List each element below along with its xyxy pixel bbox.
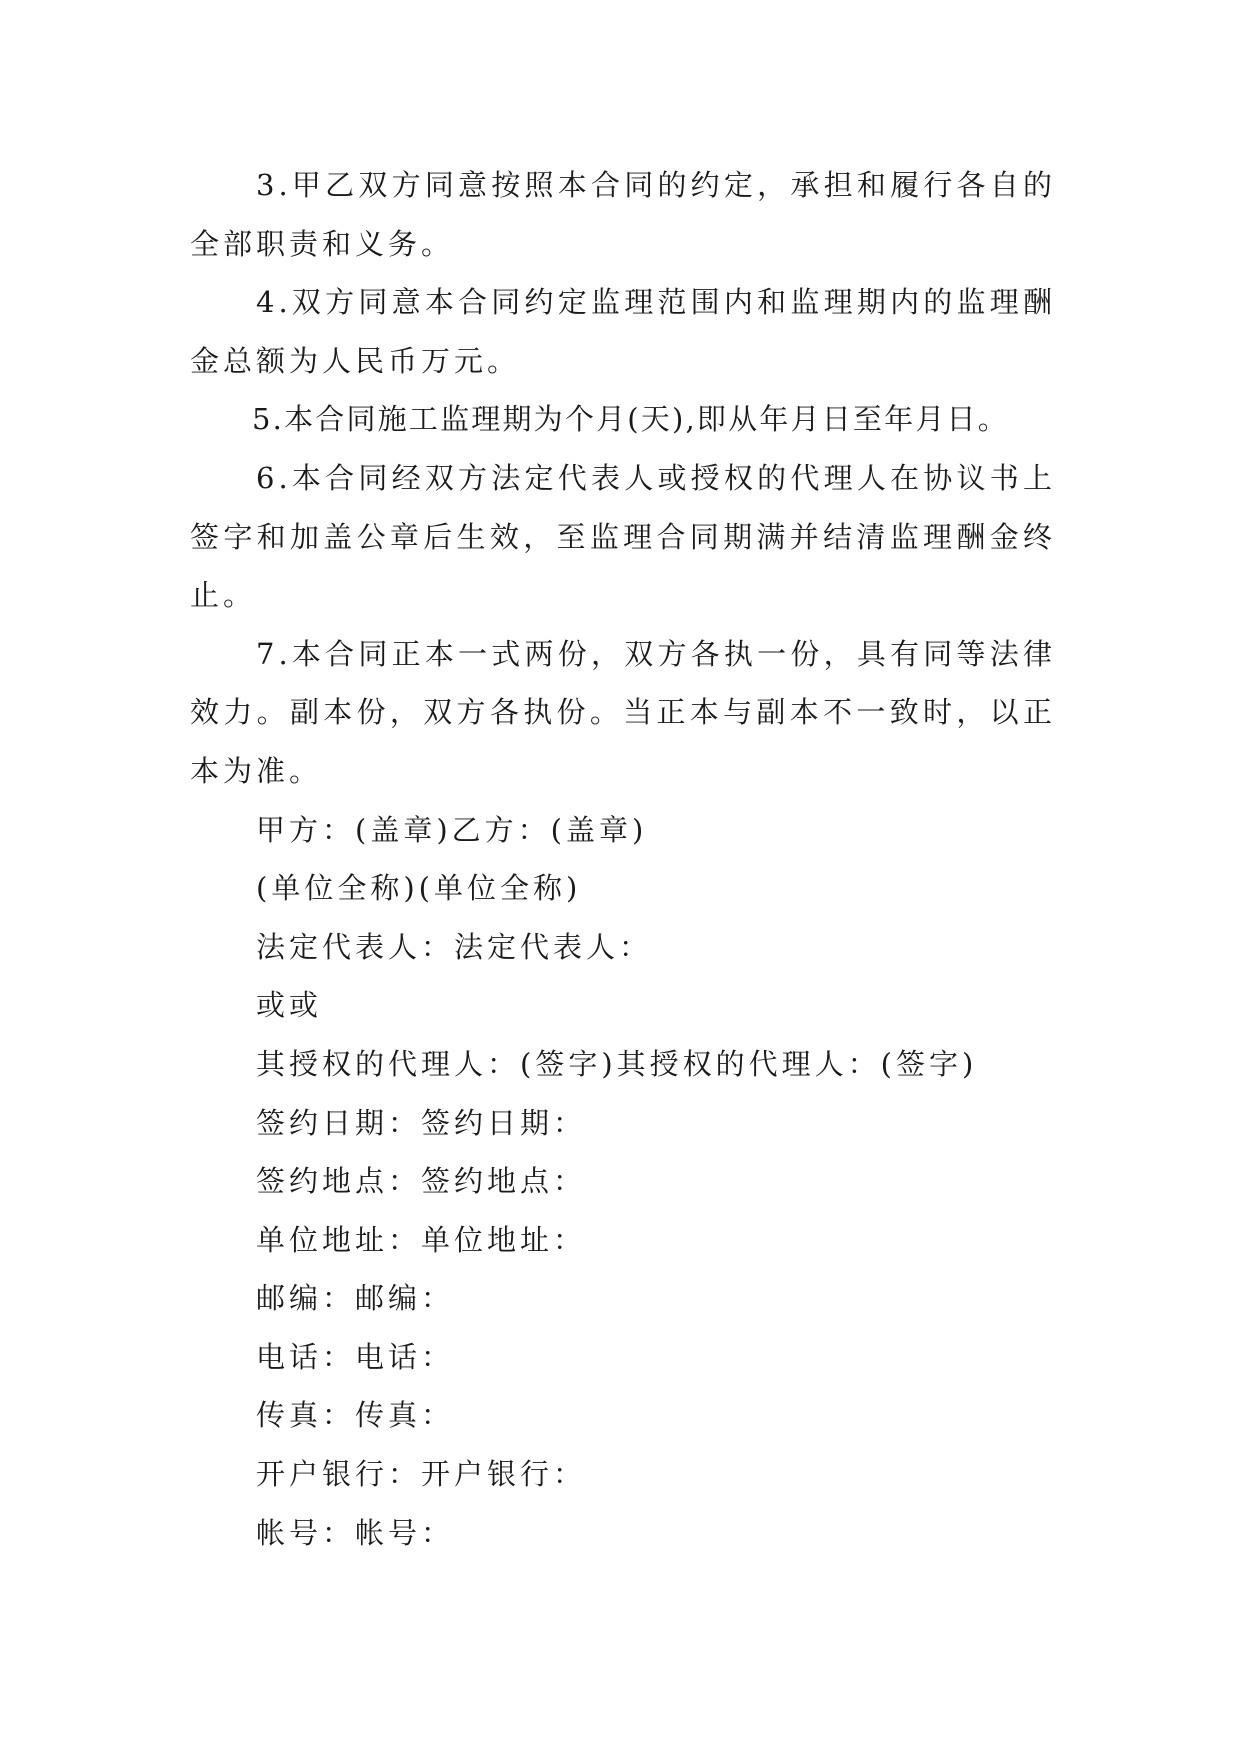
signature-or: 或或 [256,988,323,1023]
clause-5: 5.本合同施工监理期为个月(天),即从年月日至年月日。 [252,402,1009,437]
signature-address: 单位地址：单位地址： [256,1222,587,1257]
clause-3: 3.甲乙双方同意按照本合同的约定，承担和履行各自的全部职责和义务。 [190,168,1056,261]
signature-legal-rep: 法定代表人：法定代表人： [256,929,653,964]
signature-fax: 传真：传真： [256,1398,455,1433]
clause-7: 7.本合同正本一式两份，双方各执一份，具有同等法律效力。副本份，双方各执份。当正本与副本不一致时，以正本为准。 [190,636,1056,788]
signature-sign-date: 签约日期：签约日期： [256,1105,587,1140]
clause-4: 4.双方同意本合同约定监理范围内和监理期内的监理酬金总额为人民币万元。 [190,285,1056,378]
signature-parties: 甲方：(盖章)乙方：(盖章) [256,812,648,847]
clause-6: 6.本合同经双方法定代表人或授权的代理人在协议书上签字和加盖公章后生效，至监理合同期满并结清监理酬金终止。 [190,460,1056,613]
signature-sign-place: 签约地点：签约地点： [256,1164,587,1199]
contract-text [190,156,1056,1562]
signature-postcode: 邮编：邮编： [256,1281,455,1316]
signature-phone: 电话：电话： [256,1339,455,1374]
signature-agent: 其授权的代理人：(签字)其授权的代理人：(签字) [256,1046,978,1081]
signature-full-name: (单位全称)(单位全称) [256,871,582,906]
signature-account: 帐号：帐号： [256,1515,455,1550]
signature-bank: 开户银行：开户银行： [256,1457,587,1492]
